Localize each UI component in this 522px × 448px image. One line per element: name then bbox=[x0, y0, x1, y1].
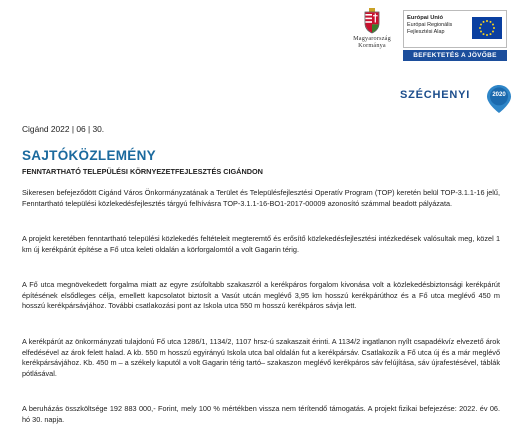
program-badge bbox=[486, 84, 512, 110]
government-name: Magyarország Kormánya bbox=[353, 35, 391, 49]
eu-fund-logo bbox=[403, 10, 507, 48]
szechenyi-2020-logo bbox=[400, 89, 506, 101]
program-name: SZÉCHENYI bbox=[400, 89, 471, 101]
paragraph-3: A Fő utca megnövekedett forgalma miatt az egyre zsúfoltabb szakaszról a kerékpáros forgalom kivonása volt a közlekedésbiztonsági kerékpárút építésének elsődleges célja, emellett kapcsolatot biztosít a Vasút utcán meglévő 3,95 km hosszú kerékpárúthoz és a Fő utca meglévő 450 m hosszú kerékpársávjához. További csatlakozási pont az Iskola utca 550 m hosszú kerékpáros sávja lett. bbox=[22, 280, 500, 311]
eu-fund-line2: Fejlesztési Alap bbox=[407, 29, 445, 35]
government-logo bbox=[341, 8, 403, 49]
map-pin-icon bbox=[486, 84, 512, 114]
eu-flag-icon bbox=[472, 17, 502, 39]
page-title: SAJTÓKÖZLEMÉNY bbox=[22, 148, 156, 163]
eu-fund-text bbox=[407, 15, 452, 36]
hungarian-coat-of-arms-icon bbox=[362, 8, 382, 34]
program-year: 2020 bbox=[492, 92, 506, 98]
eu-tagline: BEFEKTETÉS A JÖVŐBE bbox=[403, 50, 507, 61]
document-date: Cigánd 2022 | 06 | 30. bbox=[22, 124, 105, 134]
paragraph-5: A beruházás összköltsége 192 883 000,- Forint, mely 100 % mértékben vissza nem térítendő támogatás. A projekt fizikai befejezése: 2022. év 06. hó 30. napja. bbox=[22, 404, 500, 424]
paragraph-2: A projekt keretében fenntartható települési közlekedés feltételeit megteremtő és erősítő közlekedésfejlesztési intézkedések valósultak meg, közel 1 km új kerékpárút építése a Fő utca keleti oldalán a körforgalomtól a volt Gagarin térig. bbox=[22, 234, 500, 254]
paragraph-1: Sikeresen befejeződött Cigánd Város Önkormányzatának a Terület és Településfejlesztési Operatív Program (TOP) keretén belül TOP-3.1.1-16 jelű, Fenntartható települési közlekedésfejlesztés tárgyú felhívásra TOP-3.1.1-16-BO1-2017-00009 azonosító számmal beadott pályázata. bbox=[22, 188, 500, 208]
paragraph-4: A kerékpárút az önkormányzati tulajdonú Fő utca 1286/1, 1134/2, 1107 hrsz-ú szakaszait érinti. A 1134/2 ingatlanon nyílt csapadékvíz elvezető árok elfedésével az árok felett halad. A kb. 550 m hosszú egyirányú Iskola utca bal oldalán fut a kerékpársáv. Csatlakozik a Fő utca új és a már meglévő kerékpársávjához. Kb. 450 m – a székely kaputól a volt Gagarin térig tartó– szakaszon meglévő kerékpáros sáv felújítása, sáv újrafestésével, táblák pótlásával. bbox=[22, 337, 500, 378]
eu-title: Európai Unió bbox=[407, 15, 444, 21]
eu-fund-line1: Európai Regionális bbox=[407, 22, 453, 28]
page-subtitle: FENNTARTHATÓ TELEPÜLÉSI KÖRNYEZETFEJLESZTÉS CIGÁNDON bbox=[22, 167, 263, 176]
